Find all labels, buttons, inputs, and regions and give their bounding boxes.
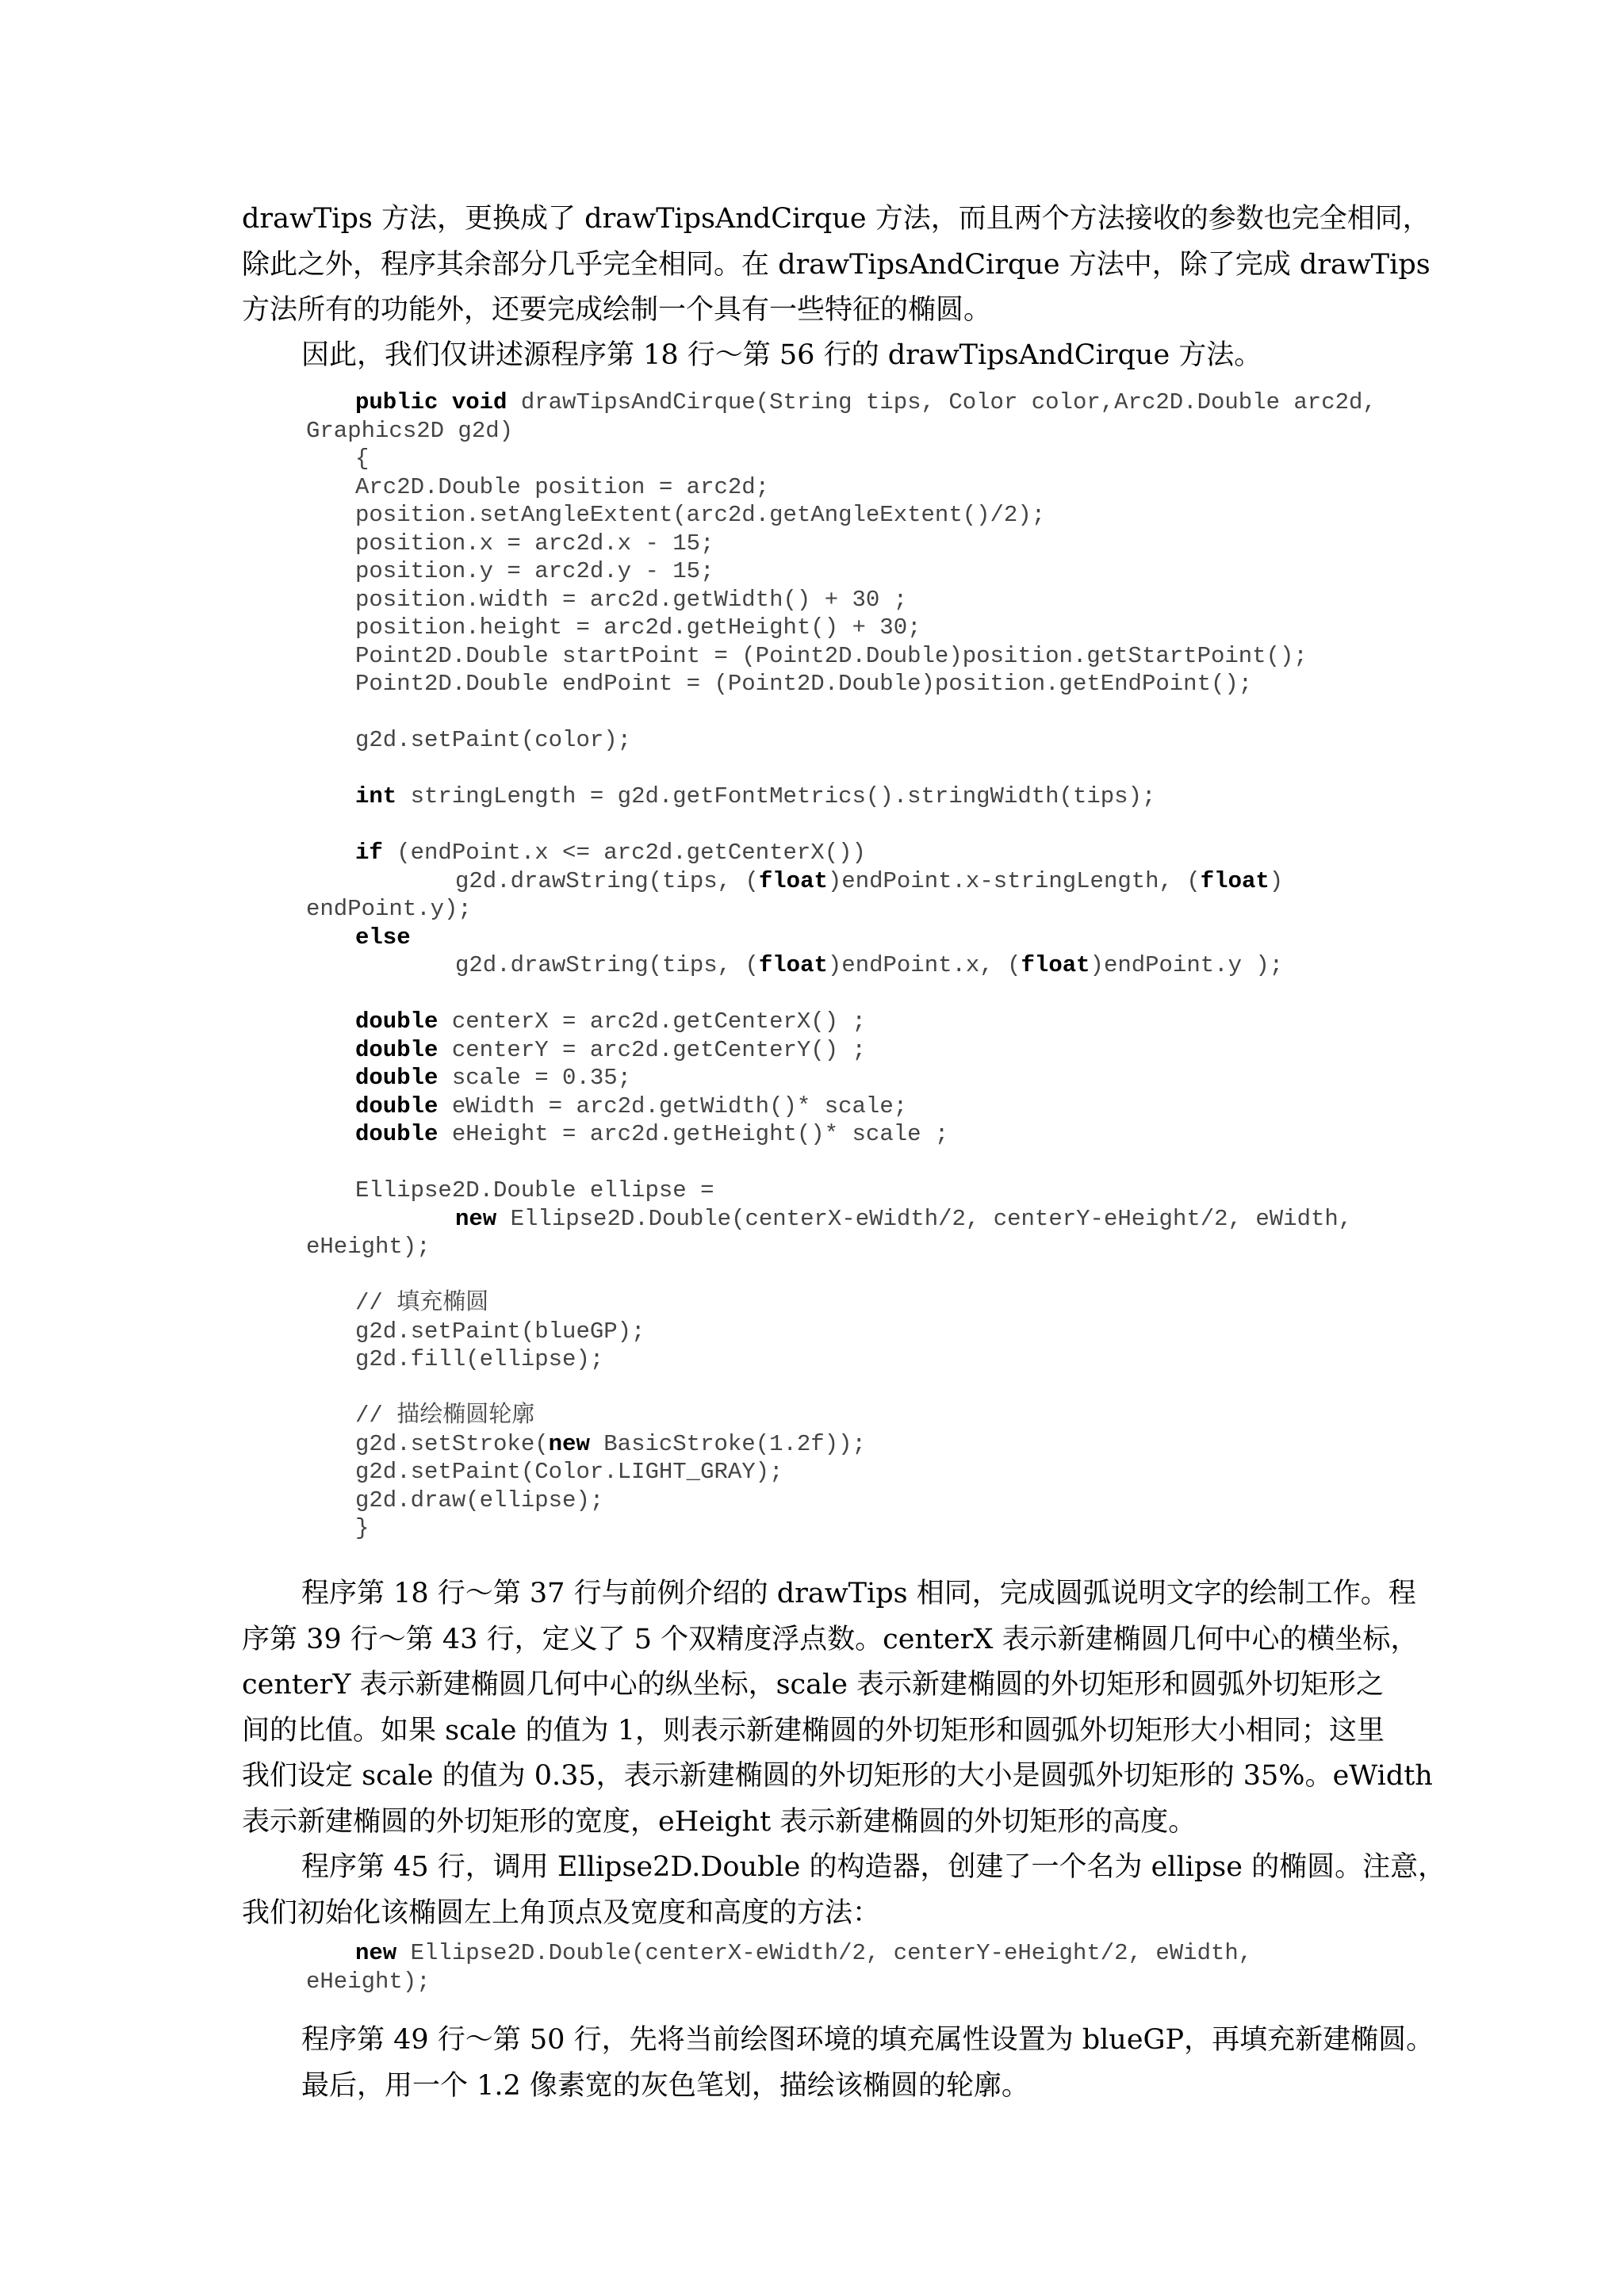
code-keyword: float xyxy=(758,867,828,894)
code-text: g2d.setStroke( xyxy=(355,1430,549,1457)
code-keyword: public void xyxy=(355,389,508,415)
code-line: g2d.setPaint(color); xyxy=(355,727,632,753)
code-blank xyxy=(0,980,1624,1008)
explain-line: 表示新建椭圆的外切矩形的宽度，eHeight 表示新建椭圆的外切矩形的高度。 xyxy=(242,1805,1197,1838)
code-line: position.y = arc2d.y - 15; xyxy=(355,558,714,584)
code-line xyxy=(0,783,1624,811)
code-line xyxy=(0,1205,1624,1234)
code-blank xyxy=(0,755,1624,783)
code-line: } xyxy=(355,1515,370,1541)
code-keyword: new xyxy=(548,1430,590,1457)
code-keyword: float xyxy=(758,952,828,978)
code-text: (endPoint.x <= arc2d.getCenterX()) xyxy=(382,840,866,866)
code-line xyxy=(0,1064,1624,1093)
code-keyword: double xyxy=(355,1121,439,1147)
intro-paragraph xyxy=(242,197,1431,334)
code-text: stringLength = g2d.getFontMetrics().stringWidth(tips); xyxy=(396,783,1156,809)
code-line: Graphics2D g2d) xyxy=(306,417,514,444)
code-line xyxy=(0,1939,1624,1968)
explain-paragraph-2 xyxy=(242,1845,1446,1936)
code-line: Point2D.Double endPoint = (Point2D.Double)position.getEndPoint(); xyxy=(355,671,1253,697)
code-text: eHeight = arc2d.getHeight()* scale ; xyxy=(438,1121,949,1147)
explain-line: 程序第 18 行～第 37 行与前例介绍的 drawTips 相同，完成圆弧说明文字的绘制工作。程 xyxy=(301,1578,1416,1609)
code-line xyxy=(0,388,1624,417)
code-blank xyxy=(0,1374,1624,1402)
code-keyword: double xyxy=(355,1093,439,1119)
code-keyword: else xyxy=(355,924,411,951)
code-line: eHeight); xyxy=(306,1234,431,1260)
code-keyword: float xyxy=(1021,952,1090,978)
code-text: )endPoint.x-stringLength, ( xyxy=(827,867,1201,894)
code-line xyxy=(0,924,1624,952)
explain-line: 间的比值。如果 scale 的值为 1，则表示新建椭圆的外切矩形和圆弧外切矩形大小相同；这里 xyxy=(242,1714,1385,1747)
code-line: position.setAngleExtent(arc2d.getAngleExtent()/2); xyxy=(355,502,1046,528)
code-text: eWidth = arc2d.getWidth()* scale; xyxy=(438,1093,908,1119)
code-comment: // 描绘椭圆轮廓 xyxy=(355,1402,535,1429)
code-text: )endPoint.x, ( xyxy=(827,952,1021,978)
code-comment: // 填充椭圆 xyxy=(355,1290,489,1316)
code-keyword: double xyxy=(355,1008,439,1035)
explain-line: 程序第 45 行，调用 Ellipse2D.Double 的构造器，创建了一个名为 ellipse 的椭圆。注意， xyxy=(301,1851,1446,1883)
code-line: Ellipse2D.Double ellipse = xyxy=(355,1177,714,1203)
code-line: { xyxy=(355,446,370,472)
code-text: g2d.drawString(tips, ( xyxy=(455,952,759,978)
explain-line: 我们设定 scale 的值为 0.35，表示新建椭圆的外切矩形的大小是圆弧外切矩形的 35%。eWidth xyxy=(242,1760,1433,1792)
code-blank xyxy=(0,811,1624,840)
code-line: Arc2D.Double position = arc2d; xyxy=(355,473,770,500)
code-keyword: new xyxy=(355,1940,397,1966)
intro-line: 除此之外，程序其余部分几乎完全相同。在 drawTipsAndCirque 方法中，除了完成 drawTips xyxy=(242,248,1431,281)
code-text: Ellipse2D.Double(centerX-eWidth/2, centerY-eHeight/2, eWidth, xyxy=(496,1205,1353,1232)
code-line xyxy=(0,1120,1624,1149)
code-line xyxy=(0,1008,1624,1036)
code-line: position.height = arc2d.getHeight() + 30; xyxy=(355,614,921,641)
code-line: g2d.draw(ellipse); xyxy=(355,1487,604,1513)
code-listing xyxy=(0,388,1624,1543)
explain-paragraph-1 xyxy=(242,1571,1433,1845)
code-keyword: new xyxy=(455,1205,497,1232)
code-keyword: double xyxy=(355,1036,439,1063)
code-keyword: float xyxy=(1200,867,1270,894)
code-line: position.width = arc2d.getWidth() + 30 ; xyxy=(355,586,908,613)
explain-line: 我们初始化该椭圆左上角顶点及宽度和高度的方法： xyxy=(242,1896,881,1929)
explain-line: 程序第 49 行～第 50 行，先将当前绘图环境的填充属性设置为 blueGP，再填充新建椭圆。 xyxy=(301,2024,1434,2056)
code-text: BasicStroke(1.2f)); xyxy=(589,1430,866,1457)
intro-line: 方法所有的功能外，还要完成绘制一个具有一些特征的椭圆。 xyxy=(242,294,992,326)
code-text: g2d.drawString(tips, ( xyxy=(455,867,759,894)
explain-line: 序第 39 行～第 43 行，定义了 5 个双精度浮点数。centerX 表示新建椭圆几何中心的横坐标， xyxy=(242,1623,1419,1655)
code-line xyxy=(0,951,1624,980)
code-line: Point2D.Double startPoint = (Point2D.Double)position.getStartPoint(); xyxy=(355,642,1308,669)
focus-line: 因此，我们仅讲述源程序第 18 行～第 56 行的 drawTipsAndCirque 方法。 xyxy=(301,339,1262,371)
code-snippet xyxy=(0,1939,1624,1996)
code-keyword: if xyxy=(355,840,383,866)
focus-paragraph xyxy=(242,333,1392,379)
code-line: g2d.setPaint(blueGP); xyxy=(355,1318,645,1345)
code-text: centerY = arc2d.getCenterY() ; xyxy=(438,1036,866,1063)
code-line: g2d.setPaint(Color.LIGHT_GRAY); xyxy=(355,1459,783,1485)
code-blank xyxy=(0,1261,1624,1290)
code-blank xyxy=(0,698,1624,727)
code-text: ) xyxy=(1269,867,1284,894)
code-line: eHeight); xyxy=(306,1968,431,1995)
code-line xyxy=(0,867,1624,896)
code-text: centerX = arc2d.getCenterX() ; xyxy=(438,1008,866,1035)
code-keyword: int xyxy=(355,783,397,809)
code-line xyxy=(0,839,1624,867)
code-text: drawTipsAndCirque(String tips, Color color,Arc2D.Double arc2d, xyxy=(507,389,1377,415)
code-line: g2d.fill(ellipse); xyxy=(355,1346,604,1372)
code-line: position.x = arc2d.x - 15; xyxy=(355,530,714,557)
code-line xyxy=(0,1093,1624,1121)
code-text: scale = 0.35; xyxy=(438,1065,632,1091)
code-line xyxy=(0,1036,1624,1065)
code-line xyxy=(0,1430,1624,1459)
intro-line: drawTips 方法，更换成了 drawTipsAndCirque 方法，而且两个方法接收的参数也完全相同， xyxy=(242,203,1431,235)
code-text: Ellipse2D.Double(centerX-eWidth/2, centerY-eHeight/2, eWidth, xyxy=(396,1940,1253,1966)
code-blank xyxy=(0,1149,1624,1177)
code-line: endPoint.y); xyxy=(306,896,472,922)
explain-line: 最后，用一个 1.2 像素宽的灰色笔划，描绘该椭圆的轮廓。 xyxy=(301,2069,1029,2102)
explain-line: centerY 表示新建椭圆几何中心的纵坐标，scale 表示新建椭圆的外切矩形和圆弧外切矩形之 xyxy=(242,1669,1385,1701)
explain-paragraph-3 xyxy=(242,2018,1434,2109)
code-text: )endPoint.y ); xyxy=(1090,952,1284,978)
code-keyword: double xyxy=(355,1065,439,1091)
